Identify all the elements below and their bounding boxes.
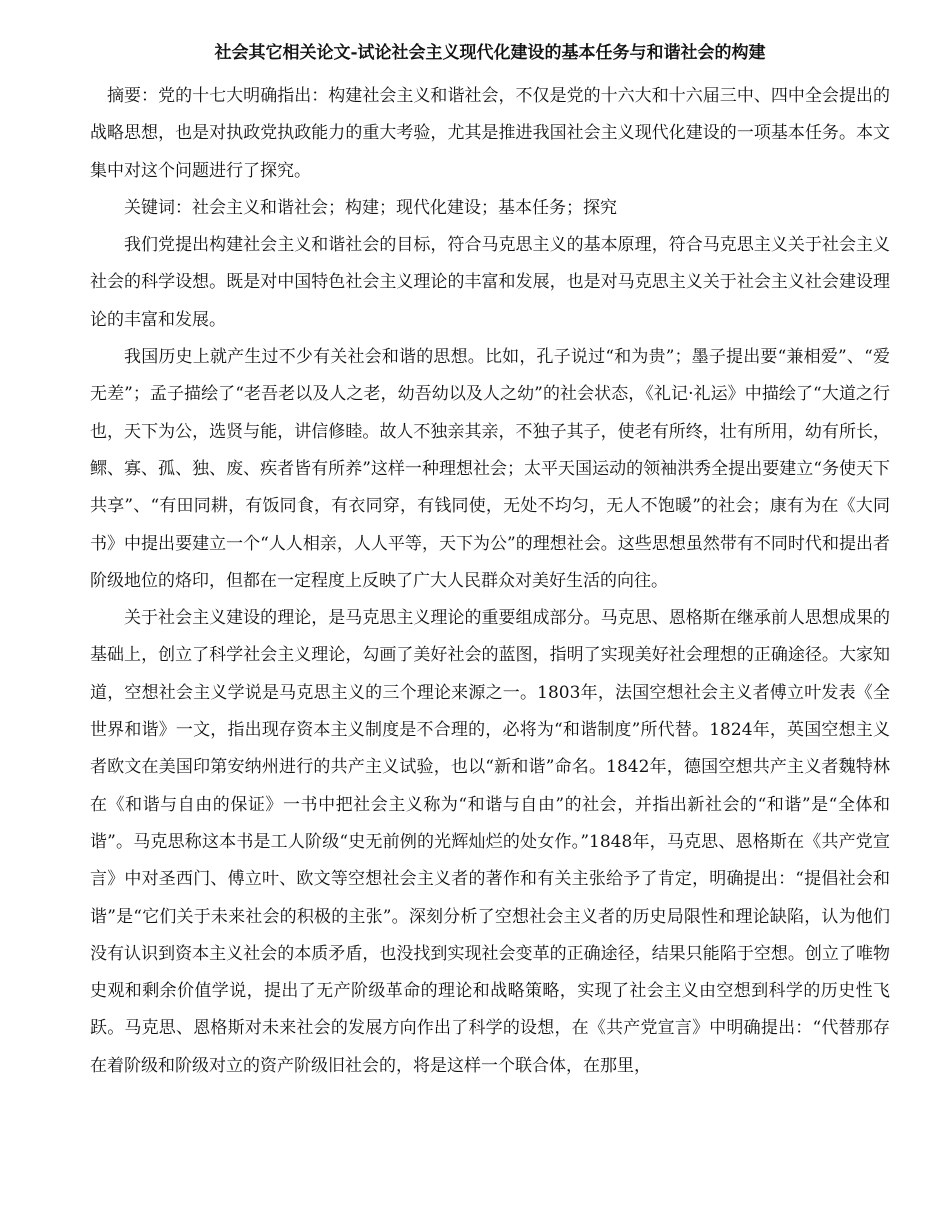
body-paragraph-3: 关于社会主义建设的理论，是马克思主义理论的重要组成部分。马克思、恩格斯在继承前人思想成果的基础上，创立了科学社会主义理论，勾画了美好社会的蓝图，指明了实现美好社会理想的正确途径。大家知道，空想社会主义学说是马克思主义的三个理论来源之一。1803年，法国空想社会主义者傅立叶发表《全世界和谐》一文，指出现存资本主义制度是不合理的，必将为“和谐制度”所代替。1824年，英国空想主义者欧文在美国印第安纳州进行的共产主义试验，也以“新和谐”命名。1842年，德国空想共产主义者魏特林在《和谐与自由的保证》一书中把社会主义称为“和谐与自由”的社会，并指出新社会的“和谐”是“全体和谐”。马克思称这本书是工人阶级“史无前例的光辉灿烂的处女作。”1848年，马克思、恩格斯在《共产党宣言》中对圣西门、傅立叶、欧文等空想社会主义者的著作和有关主张给予了肯定，明确提出：“提倡社会和谐”是“它们关于未来社会的积极的主张”。深刻分析了空想社会主义者的历史局限性和理论缺陷，认为他们没有认识到资本主义社会的本质矛盾，也没找到实现社会变革的正确途径，结果只能陷于空想。创立了唯物史观和剩余价值学说，提出了无产阶级革命的理论和战略策略，实现了社会主义由空想到科学的历史性飞跃。马克思、恩格斯对未来社会的发展方向作出了科学的设想，在《共产党宣言》中明确提出：“代替那存在着阶级和阶级对立的资产阶级旧社会的，将是这样一个联合体，在那里， bbox=[90, 608, 890, 1076]
document-title: 社会其它相关论文-试论社会主义现代化建设的基本任务与和谐社会的构建 bbox=[214, 43, 766, 63]
keywords-paragraph: 关键词：社会主义和谐社会；构建；现代化建设；基本任务；探究 bbox=[124, 197, 617, 218]
abstract-paragraph: 摘要：党的十七大明确指出：构建社会主义和谐社会，不仅是党的十六大和十六届三中、四中全会提出的战略思想，也是对执政党执政能力的重大考验，尤其是推进我国社会主义现代化建设的一项基本任务。本文集中对这个问题进行了探究。 bbox=[90, 86, 890, 181]
document-page bbox=[90, 40, 890, 1085]
body-paragraph-1: 我们党提出构建社会主义和谐社会的目标，符合马克思主义的基本原理，符合马克思主义关于社会主义社会的科学设想。既是对中国特色社会主义理论的丰富和发展，也是对马克思主义关于社会主义社会建设理论的丰富和发展。 bbox=[90, 235, 890, 330]
body-paragraph-2: 我国历史上就产生过不少有关社会和谐的思想。比如，孔子说过“和为贵”；墨子提出要“兼相爱”、“爱无差”；孟子描绘了“老吾老以及人之老，幼吾幼以及人之幼”的社会状态，《礼记·礼运》中描绘了“大道之行也，天下为公，选贤与能，讲信修睦。故人不独亲其亲，不独子其子，使老有所终，壮有所用，幼有所长，鳏、寡、孤、独、废、疾者皆有所养”这样一种理想社会；太平天国运动的领袖洪秀全提出要建立“务使天下共享”、“有田同耕，有饭同食，有衣同穿，有钱同使，无处不均匀，无人不饱暖”的社会；康有为在《大同书》中提出要建立一个“人人相亲，人人平等，天下为公”的理想社会。这些思想虽然带有不同时代和提出者阶级地位的烙印，但都在一定程度上反映了广大人民群众对美好生活的向往。 bbox=[90, 347, 890, 591]
